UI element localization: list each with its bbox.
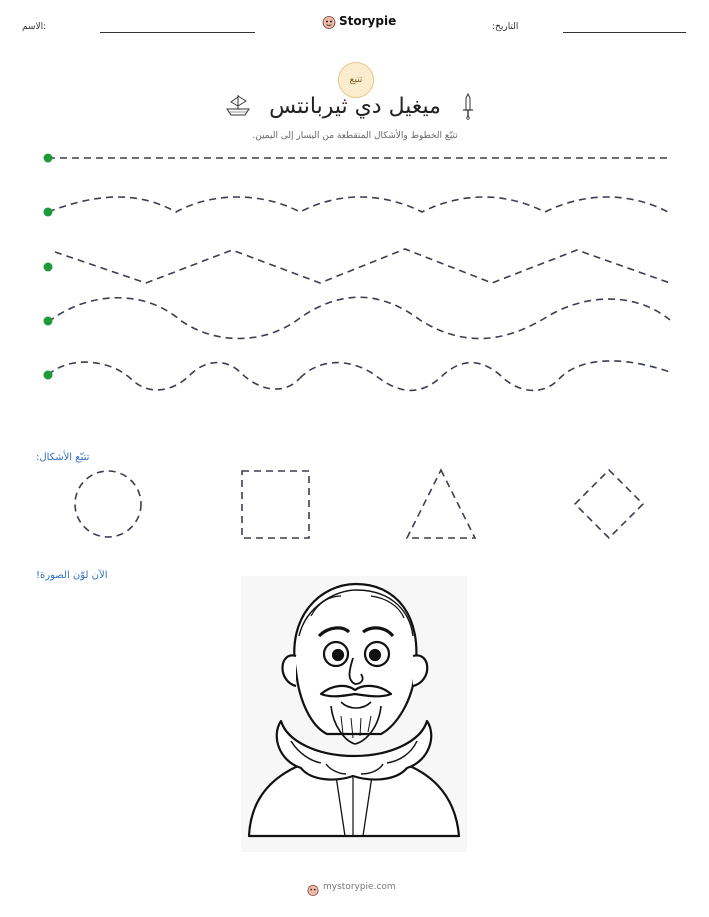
start-dot-3 — [44, 263, 53, 272]
trace-line-wave-1 — [48, 197, 668, 212]
coloring-section-label: الآن لوّن الصورة! — [36, 570, 108, 581]
trace-line-zigzag — [55, 249, 670, 283]
ship-icon — [224, 92, 252, 118]
start-dot-4 — [44, 317, 53, 326]
badge-label: تتبع — [349, 75, 363, 85]
trace-line-wave-2 — [48, 297, 670, 338]
start-dot-2 — [44, 208, 53, 217]
brand — [322, 14, 396, 28]
date-line[interactable] — [563, 32, 686, 33]
sword-icon — [462, 92, 474, 120]
footer-site[interactable]: mystorypie.com — [323, 882, 396, 892]
name-label: الاسم: — [22, 22, 47, 32]
shapes-section-label: تتبّع الأشكال: — [36, 452, 90, 463]
instructions: تتبّع الخطوط والأشكال المتقطعة من اليسار إلى اليمين. — [252, 131, 458, 141]
page-title: ميغيل دي ثيربانتس — [269, 94, 441, 119]
date-label: التاريخ: — [492, 22, 519, 32]
storypie-logo-icon — [322, 14, 336, 28]
trace-shape-diamond — [575, 470, 643, 538]
cervantes-portrait-image — [241, 576, 467, 852]
footer — [307, 881, 396, 893]
trace-shape-square — [242, 471, 309, 538]
trace-line-wave-3b — [300, 361, 670, 390]
name-line[interactable] — [100, 32, 255, 33]
trace-shape-circle — [75, 471, 141, 537]
coloring-image-frame — [241, 576, 467, 852]
brand-name: Storypie — [339, 14, 397, 28]
trace-line-wave-3 — [48, 362, 300, 390]
start-dot-1 — [44, 154, 53, 163]
storypie-logo-icon — [307, 881, 319, 893]
trace-shape-triangle — [407, 470, 475, 538]
trace-badge — [338, 62, 374, 98]
start-dot-5 — [44, 371, 53, 380]
